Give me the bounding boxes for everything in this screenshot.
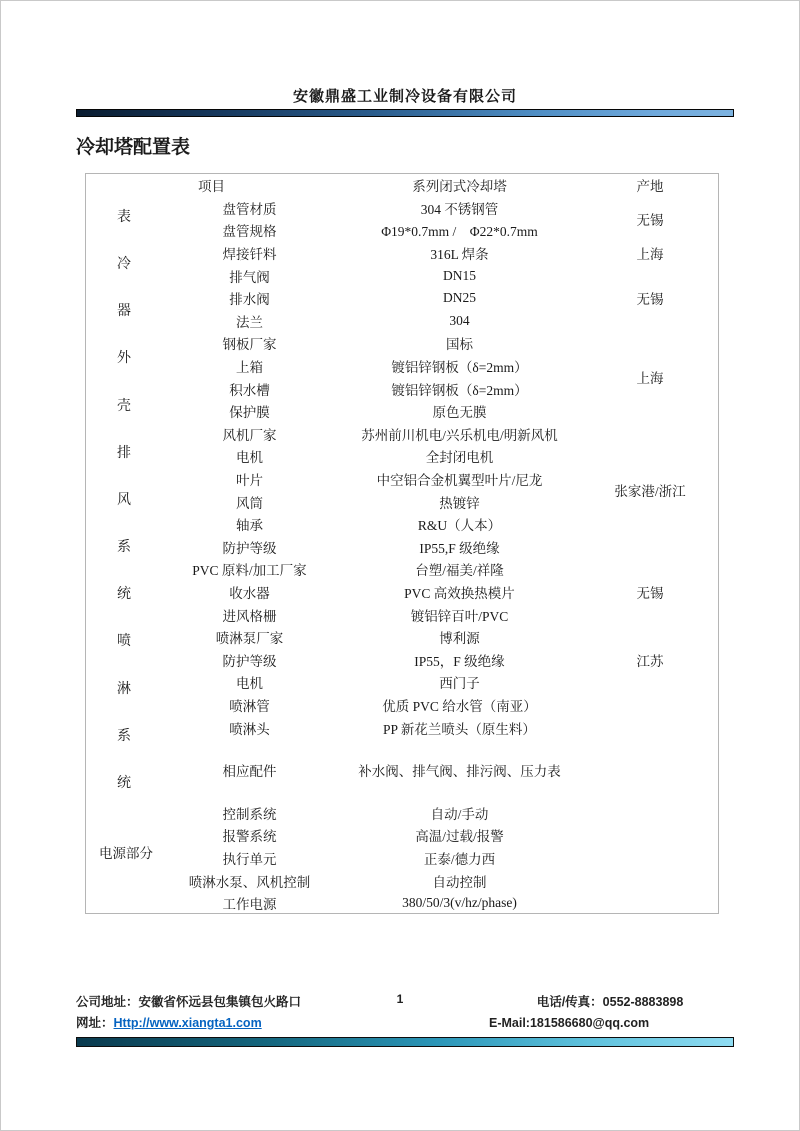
value-cell: 原色无膜 — [432, 405, 487, 421]
section-label-char: 喷 — [117, 634, 131, 650]
item-cell: 报警系统 — [222, 829, 277, 845]
value-cell: R&U（人本） — [417, 518, 502, 534]
value-cell: 正泰/德力西 — [423, 851, 496, 867]
table-row — [86, 197, 718, 228]
place-cell: 张家港/浙江 — [614, 484, 686, 500]
value-cell: 自动/手动 — [430, 806, 489, 822]
value-cell: PP 新花兰喷头（原生料） — [383, 721, 536, 737]
value-cell: 自动控制 — [432, 874, 487, 890]
table-row — [86, 824, 718, 847]
section-label-char: 外 — [117, 351, 131, 367]
value-cell: DN15 — [443, 267, 476, 283]
table-rows — [86, 174, 718, 914]
value-cell: DN25 — [443, 290, 476, 306]
table-row — [86, 581, 718, 604]
item-cell: 喷淋水泵、风机控制 — [188, 874, 311, 890]
item-cell: 风筒 — [236, 495, 263, 511]
item-cell: 保护膜 — [229, 405, 270, 421]
item-cell: 执行单元 — [222, 851, 277, 867]
section-label-char: 统 — [117, 775, 131, 791]
table-row — [86, 671, 718, 694]
table-row — [86, 513, 718, 536]
website-label: 网址： — [76, 1016, 114, 1030]
value-cell: 镀铝锌钢板（δ=2mm） — [391, 360, 528, 376]
item-cell: 控制系统 — [222, 806, 277, 822]
value-cell: 博利源 — [439, 631, 480, 647]
value-cell: IP55，F 级绝缘 — [414, 653, 505, 669]
website-line — [76, 1013, 301, 1034]
place-cell: 无锡 — [636, 292, 664, 308]
section-label-char: 淋 — [117, 681, 131, 697]
value-cell: Φ19*0.7mm / Φ22*0.7mm — [381, 224, 538, 240]
table-header-row — [86, 174, 718, 197]
section-label-char: 排 — [117, 445, 131, 461]
place-cell: 上海 — [636, 371, 664, 387]
header-divider-bar — [76, 109, 734, 117]
section-label-char: 风 — [117, 492, 131, 508]
value-cell: 304 — [449, 312, 470, 328]
value-cell: 304 不锈钢管 — [420, 201, 499, 217]
header-value-cell: 系列闭式冷却塔 — [412, 179, 507, 195]
header-place-cell: 产地 — [636, 179, 664, 195]
value-cell: 高温/过载/报警 — [415, 829, 504, 845]
item-cell: 电机 — [236, 676, 263, 692]
table-row — [86, 264, 718, 287]
table-row — [86, 801, 718, 824]
place-cell: 江苏 — [636, 653, 664, 669]
value-cell: 镀铝锌百叶/PVC — [410, 608, 509, 624]
table-row — [86, 694, 718, 717]
table-row — [86, 445, 718, 468]
value-cell: 380/50/3(v/hz/phase) — [402, 895, 517, 911]
section-label-char: 系 — [117, 728, 131, 744]
email: E-Mail:181586680@qq.com — [489, 1016, 650, 1030]
item-cell: 叶片 — [236, 473, 263, 489]
item-cell: 轴承 — [236, 518, 263, 534]
table-row — [86, 242, 718, 265]
value-cell: 热镀锌 — [439, 495, 480, 511]
item-cell: 防护等级 — [222, 540, 277, 556]
table-row — [86, 847, 718, 870]
table-row — [86, 536, 718, 559]
company-name: 安徽鼎盛工业制冷设备有限公司 — [292, 89, 517, 105]
page-footer — [1, 992, 799, 1037]
item-cell: 盘管材质 — [222, 201, 277, 217]
value-cell: PVC 高效换热模片 — [404, 585, 515, 601]
website-link[interactable]: Http://www.xiangta1.com — [113, 1016, 262, 1030]
value-cell: 补水阀、排气阀、排污阀、压力表 — [358, 764, 561, 780]
table-row — [86, 355, 718, 387]
section-label-char: 表 — [117, 210, 131, 225]
config-table — [85, 173, 719, 914]
table-row — [86, 716, 718, 739]
table-row — [86, 332, 718, 355]
item-cell: PVC 原料/加工厂家 — [192, 563, 307, 579]
item-cell: 钢板厂家 — [222, 337, 277, 353]
item-cell: 电机 — [236, 450, 263, 466]
item-cell: 法兰 — [236, 314, 263, 330]
value-cell: 中空铝合金机翼型叶片/尼龙 — [376, 473, 543, 489]
item-cell: 积水槽 — [229, 382, 270, 398]
table-row — [86, 603, 718, 626]
footer-divider-bar — [76, 1037, 734, 1047]
value-cell: 全封闭电机 — [425, 450, 494, 466]
company-header — [76, 85, 734, 111]
table-row — [86, 892, 718, 915]
place-cell: 无锡 — [636, 212, 664, 228]
value-cell: 国标 — [446, 337, 473, 353]
value-cell: IP55,F 级绝缘 — [419, 540, 500, 556]
value-cell: 镀铝锌钢板（δ=2mm） — [391, 382, 528, 398]
item-cell: 工作电源 — [222, 897, 277, 913]
table-row — [86, 423, 718, 446]
place-cell: 上海 — [636, 247, 664, 263]
value-cell: 西门子 — [439, 676, 480, 692]
page-title: 冷却塔配置表 — [76, 137, 191, 158]
section-label-char: 统 — [117, 587, 131, 603]
item-cell: 焊接钎料 — [222, 247, 277, 263]
item-cell: 风机厂家 — [222, 427, 277, 443]
value-cell: 316L 焊条 — [430, 247, 489, 263]
item-cell: 盘管规格 — [222, 224, 277, 240]
section-label-char: 器 — [117, 304, 131, 320]
item-cell: 相应配件 — [222, 764, 277, 780]
phone-fax: 电话/传真：0552-8883898 — [536, 995, 684, 1009]
table-row — [86, 648, 718, 671]
item-cell: 上箱 — [236, 360, 263, 376]
section-label-char: 冷 — [117, 257, 131, 273]
table-row — [86, 626, 718, 649]
table-row — [86, 468, 718, 500]
value-cell: 苏州前川机电/兴乐机电/明新风机 — [361, 427, 558, 443]
table-row — [86, 869, 718, 892]
table-row — [86, 310, 718, 333]
company-address: 公司地址：安徽省怀远县包集镇包火路口 — [76, 995, 302, 1009]
page-number: 1 — [396, 992, 404, 1006]
value-cell: 台塑/福美/祥隆 — [415, 563, 504, 579]
item-cell: 排水阀 — [229, 292, 270, 308]
value-cell: 优质 PVC 给水管（南亚） — [382, 698, 537, 714]
item-cell: 喷淋管 — [229, 698, 270, 714]
item-cell: 防护等级 — [222, 653, 277, 669]
item-cell: 排气阀 — [229, 269, 270, 285]
footer-right-block — [489, 992, 731, 1034]
item-cell: 收水器 — [229, 585, 270, 601]
table-row — [86, 287, 718, 310]
table-row — [86, 759, 718, 782]
item-cell: 进风格栅 — [222, 608, 277, 624]
header-item-cell: 项目 — [198, 179, 225, 195]
power-section-label: 电源部分 — [99, 846, 153, 861]
section-label-char: 系 — [117, 540, 131, 556]
place-cell: 无锡 — [636, 585, 664, 601]
item-cell: 喷淋泵厂家 — [215, 631, 284, 647]
table-row — [86, 558, 718, 581]
table-row — [86, 400, 718, 423]
item-cell: 喷淋头 — [229, 721, 270, 737]
section-label-char: 壳 — [117, 398, 131, 414]
